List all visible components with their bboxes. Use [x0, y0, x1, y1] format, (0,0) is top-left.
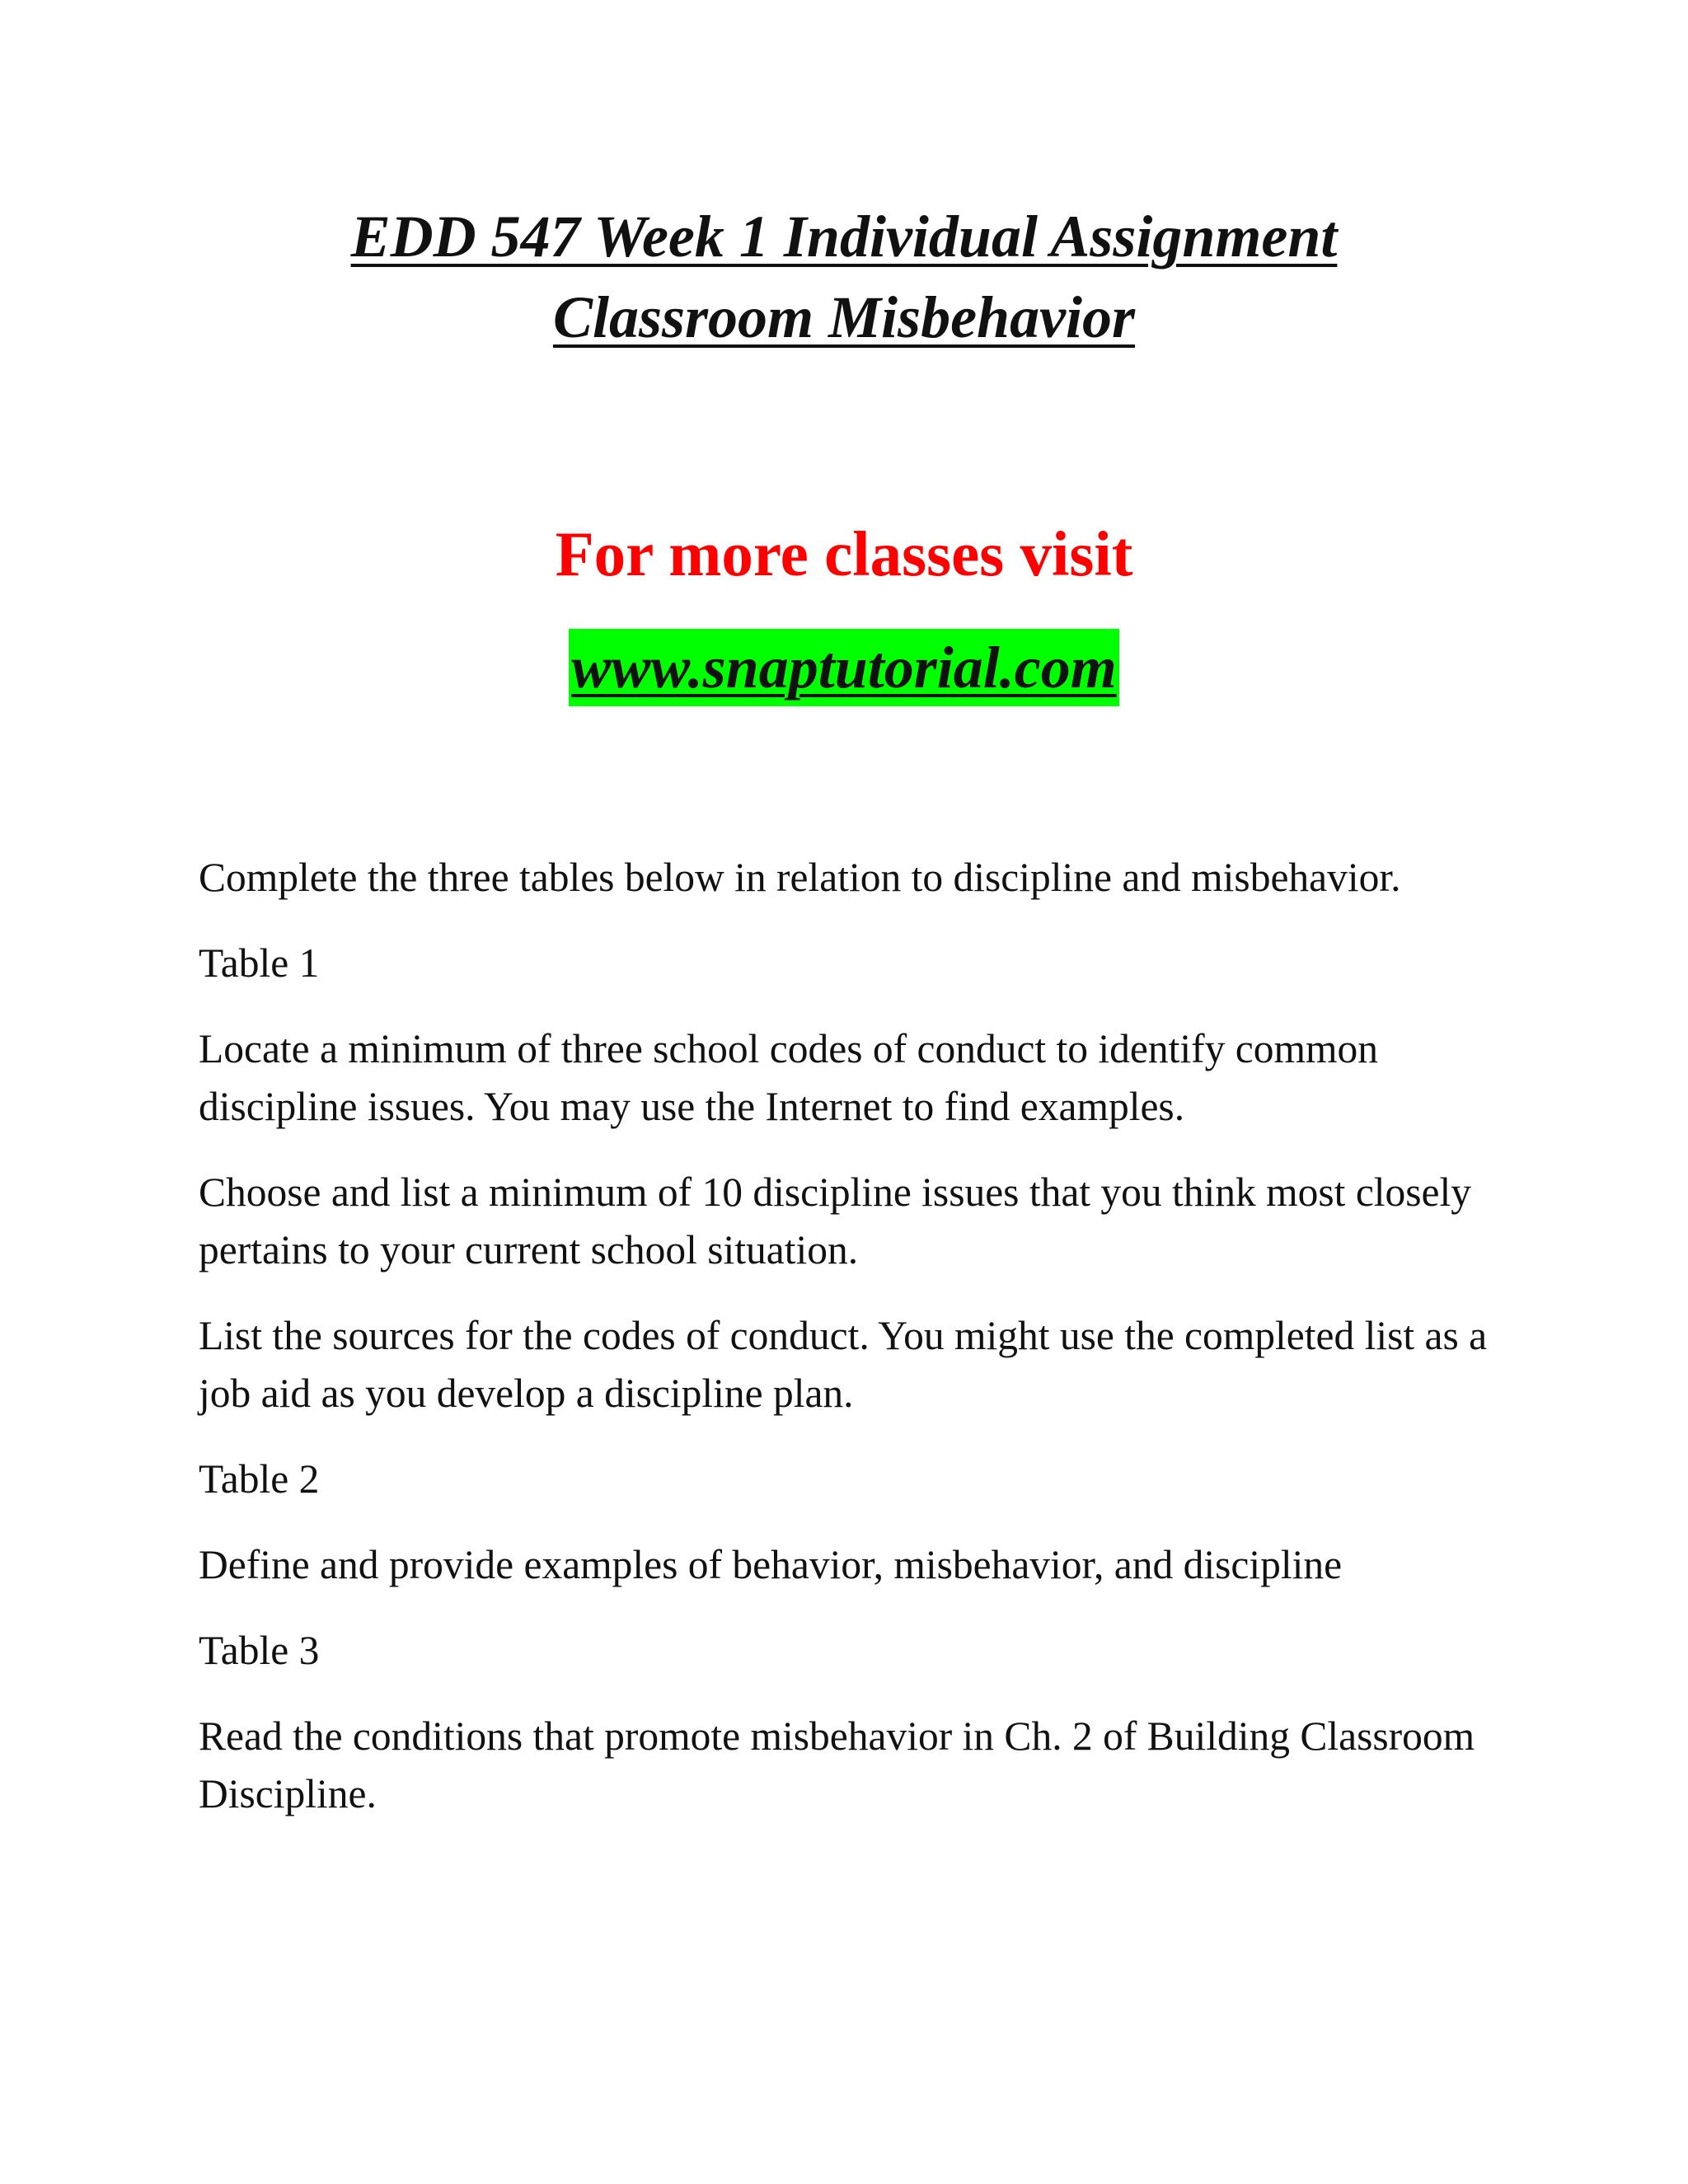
paragraph-list-sources: List the sources for the codes of conduct. You might use the completed list as a job aid as you develop a discipline plan.	[199, 1313, 1488, 1416]
title-line-1: EDD 547 Week 1 Individual Assignment	[350, 204, 1338, 269]
heading-table-2: Table 2	[199, 1456, 320, 1502]
website-link[interactable]: www.snaptutorial.com	[569, 629, 1119, 706]
document-title	[0, 196, 1688, 358]
paragraph-choose-issues: Choose and list a minimum of 10 discipline issues that you think most closely pertains to your current school situation.	[199, 1169, 1472, 1272]
promo-text: For more classes visit	[555, 518, 1133, 589]
paragraph-define-examples: Define and provide examples of behavior, misbehavior, and discipline	[199, 1542, 1343, 1587]
paragraph-locate-codes: Locate a minimum of three school codes of conduct to identify common discipline issues. You may use the Internet to find examples.	[199, 1026, 1378, 1129]
paragraph-intro: Complete the three tables below in relation to discipline and misbehavior.	[199, 855, 1401, 900]
promo-link-container	[0, 629, 1688, 706]
title-line-2: Classroom Misbehavior	[552, 284, 1136, 350]
heading-table-3: Table 3	[199, 1628, 320, 1673]
paragraph-read-conditions: Read the conditions that promote misbehavior in Ch. 2 of Building Classroom Discipline.	[199, 1713, 1475, 1816]
assignment-instructions	[199, 849, 1517, 1851]
heading-table-1: Table 1	[199, 940, 320, 986]
